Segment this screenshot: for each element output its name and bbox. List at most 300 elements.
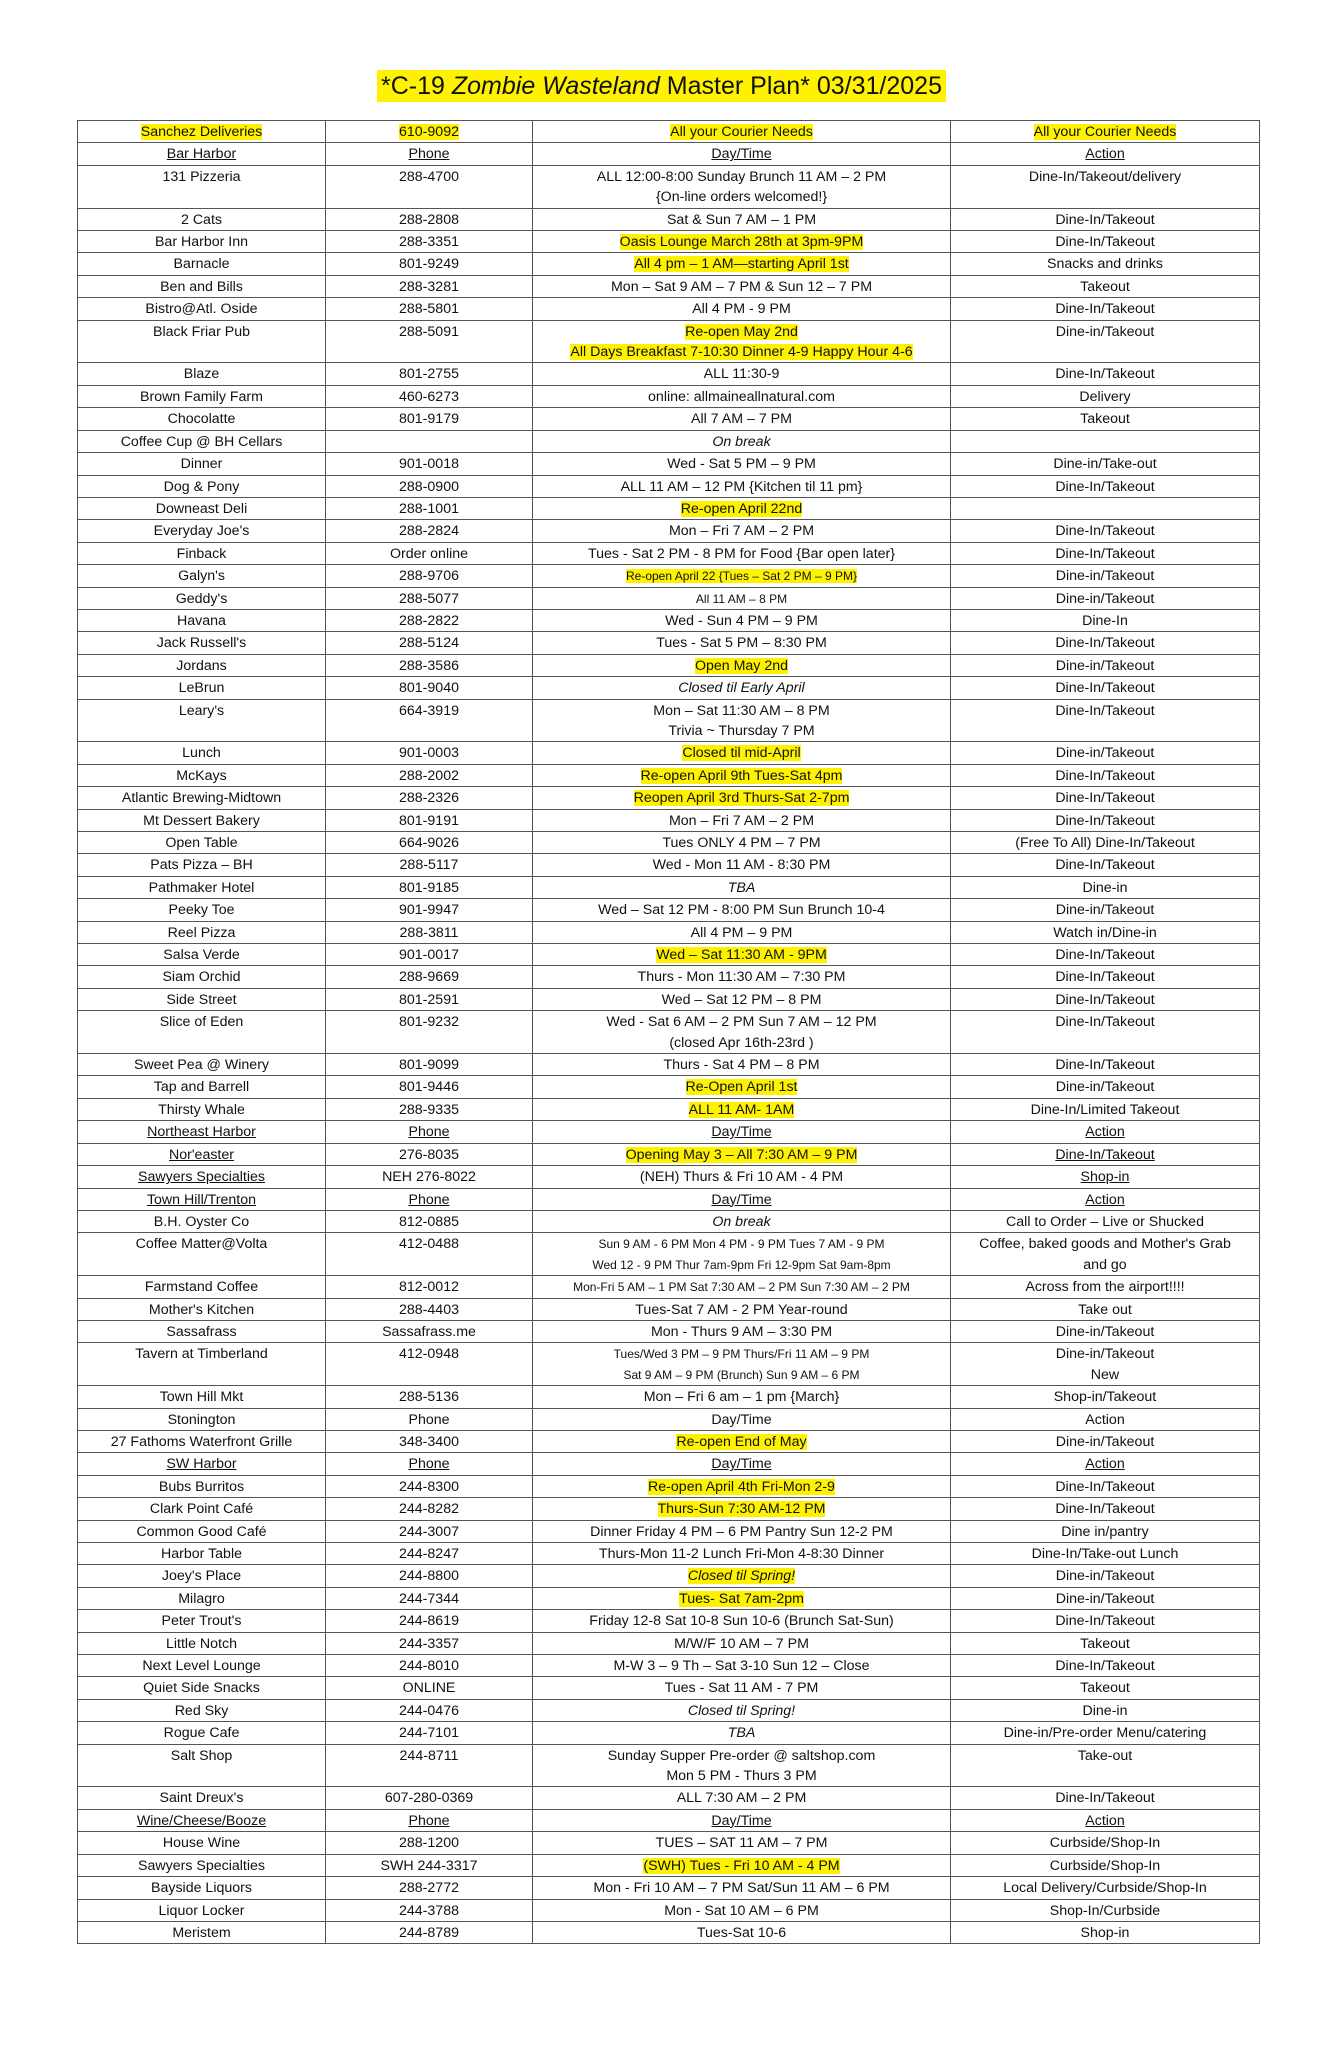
- action-cell-text: Dine-In/Takeout/delivery: [1028, 168, 1182, 185]
- phone-cell-text: 288-9335: [399, 1101, 459, 1118]
- name-cell-text: Siam Orchid: [162, 969, 241, 986]
- table-row: [78, 654, 1260, 676]
- day-time-cell: [533, 1143, 951, 1165]
- name-cell: [78, 988, 326, 1010]
- day-time-cell: [533, 253, 951, 275]
- name-cell: [78, 764, 326, 786]
- name-cell-text: Salt Shop: [170, 1747, 233, 1764]
- name-cell: [78, 1520, 326, 1542]
- name-cell: [78, 1011, 326, 1054]
- day-time-cell-text: Sat & Sun 7 AM – 1 PM: [666, 211, 817, 228]
- action-cell-text: Dine-In/Takeout: [1055, 680, 1155, 697]
- day-time-cell: [533, 764, 951, 786]
- phone-cell: [326, 654, 533, 676]
- action-cell-text: Dine-In/Takeout: [1055, 478, 1155, 495]
- day-time-cell: [533, 632, 951, 654]
- action-cell-text: Action: [1085, 1456, 1125, 1473]
- phone-cell-text: 412-0488: [399, 1236, 459, 1253]
- action-cell-text: Dine-in/Takeout: [1055, 323, 1155, 340]
- day-time-cell: [533, 1233, 951, 1276]
- action-cell-text: Dine-In/Takeout: [1055, 1501, 1155, 1518]
- day-time-cell: [533, 876, 951, 898]
- table-row: [78, 453, 1260, 475]
- action-cell-text: Dine-In/Takeout: [1055, 523, 1155, 540]
- day-time-cell-text: Closed til mid-April: [682, 745, 801, 762]
- action-cell-text: Takeout: [1080, 278, 1130, 295]
- action-cell-text: Dine-In/Takeout: [1055, 812, 1155, 829]
- phone-cell-text: 288-9706: [399, 568, 459, 585]
- name-cell-text: Town Hill/Trenton: [146, 1191, 257, 1208]
- phone-cell: [326, 1520, 533, 1542]
- name-cell: [78, 1210, 326, 1232]
- table-row: [78, 988, 1260, 1010]
- day-time-cell: [533, 1565, 951, 1587]
- action-cell: [951, 1587, 1260, 1609]
- name-cell: [78, 699, 326, 742]
- name-cell: [78, 787, 326, 809]
- action-cell-text: Dine-In/Takeout: [1055, 702, 1155, 719]
- action-cell-text: (Free To All) Dine-In/Takeout: [1015, 835, 1195, 851]
- day-time-cell-text: Tues-Sat 7 AM - 2 PM Year-round: [635, 1301, 848, 1318]
- action-cell: [951, 231, 1260, 253]
- action-cell-text: Action: [1085, 1411, 1125, 1428]
- action-cell-text: Dine-in: [1082, 879, 1128, 896]
- phone-cell: [326, 1430, 533, 1452]
- name-cell-text: Bubs Burritos: [158, 1478, 245, 1495]
- day-time-cell-text: Re-open April 9th Tues-Sat 4pm: [640, 767, 843, 784]
- day-time-cell-text: ALL 12:00-8:00 Sunday Brunch 11 AM – 2 PM {On-line orders welcomed!}: [596, 168, 887, 206]
- action-cell-text: Takeout: [1080, 411, 1130, 428]
- day-time-cell: [533, 1430, 951, 1452]
- name-cell: [78, 363, 326, 385]
- phone-cell-text: SWH 244-3317: [380, 1857, 478, 1874]
- name-cell: [78, 1921, 326, 1943]
- name-cell-text: Milagro: [178, 1590, 225, 1607]
- action-cell-text: Across from the airport!!!!: [1025, 1279, 1185, 1296]
- day-time-cell: [533, 787, 951, 809]
- phone-cell-text: 244-8619: [399, 1613, 459, 1630]
- table-row: [78, 363, 1260, 385]
- day-time-cell-text: Thurs-Mon 11-2 Lunch Fri-Mon 4-8:30 Dinner: [598, 1546, 885, 1562]
- action-cell-text: Dine-in/Takeout: [1055, 1433, 1155, 1450]
- phone-cell: [326, 1143, 533, 1165]
- phone-cell-text: 664-3919: [399, 702, 459, 719]
- phone-cell: [326, 1453, 533, 1475]
- action-cell-text: Curbside/Shop-In: [1049, 1835, 1161, 1852]
- day-time-cell: [533, 385, 951, 407]
- name-cell-text: Clark Point Café: [149, 1501, 254, 1518]
- day-time-cell-text: Tues - Sat 2 PM - 8 PM for Food {Bar open later}: [587, 545, 895, 562]
- name-cell-text: Chocolatte: [167, 411, 236, 428]
- action-cell-text: Takeout: [1080, 1680, 1130, 1697]
- phone-cell: [326, 231, 533, 253]
- day-time-cell: [533, 809, 951, 831]
- action-cell: [951, 1899, 1260, 1921]
- day-time-cell-text: Tues-Sat 10-6: [696, 1924, 787, 1941]
- name-cell-text: Northeast Harbor: [147, 1124, 256, 1141]
- action-cell-text: Delivery: [1079, 388, 1131, 405]
- phone-cell: [326, 787, 533, 809]
- name-cell-text: Tap and Barrell: [153, 1079, 250, 1096]
- action-cell-text: Takeout: [1080, 1635, 1130, 1652]
- name-cell: [78, 899, 326, 921]
- name-cell-text: Peter Trout's: [161, 1613, 242, 1630]
- title-prefix: *C-19: [381, 72, 452, 100]
- action-cell: [951, 809, 1260, 831]
- name-cell: [78, 876, 326, 898]
- action-cell: [951, 899, 1260, 921]
- day-time-cell: [533, 565, 951, 587]
- table-row: [78, 1386, 1260, 1408]
- table-row: [78, 1854, 1260, 1876]
- name-cell-text: Harbor Table: [161, 1546, 242, 1562]
- day-time-cell-text: M-W 3 – 9 Th – Sat 3-10 Sun 12 – Close: [613, 1658, 870, 1675]
- name-cell-text: House Wine: [162, 1835, 241, 1852]
- phone-cell-text: 801-9179: [399, 411, 459, 428]
- phone-cell-text: 288-1001: [399, 500, 459, 517]
- day-time-cell: [533, 699, 951, 742]
- day-time-cell-text: All 4 pm – 1 AM—starting April 1st: [634, 256, 849, 273]
- action-cell-text: Shop-in/Takeout: [1053, 1389, 1157, 1406]
- phone-cell-text: 244-8789: [399, 1924, 459, 1941]
- table-row: [78, 1054, 1260, 1076]
- action-cell-text: Action: [1085, 1812, 1125, 1829]
- name-cell-text: Sawyers Specialties: [138, 1857, 265, 1874]
- action-cell: [951, 1143, 1260, 1165]
- action-cell-text: Dine-In/Takeout: [1055, 301, 1155, 318]
- action-cell-text: Take out: [1078, 1301, 1132, 1318]
- table-row: [78, 1076, 1260, 1098]
- table-row: [78, 1453, 1260, 1475]
- name-cell: [78, 654, 326, 676]
- action-cell-text: Dine-In/Takeout: [1055, 211, 1155, 228]
- table-row: [78, 520, 1260, 542]
- name-cell-text: 2 Cats: [180, 211, 222, 228]
- phone-cell: [326, 632, 533, 654]
- phone-cell-text: 412-0948: [399, 1346, 459, 1363]
- master-plan-table: [77, 120, 1260, 1944]
- phone-cell: [326, 1832, 533, 1854]
- action-cell: [951, 1076, 1260, 1098]
- phone-cell-text: 288-9669: [399, 969, 459, 986]
- action-cell: [951, 453, 1260, 475]
- action-cell-text: Dine in/pantry: [1061, 1523, 1149, 1540]
- name-cell: [78, 1233, 326, 1276]
- day-time-cell-text: All 4 PM – 9 PM: [690, 924, 793, 941]
- day-time-cell-text: Closed til Spring!: [687, 1702, 796, 1719]
- name-cell: [78, 1453, 326, 1475]
- name-cell-text: Quiet Side Snacks: [143, 1680, 260, 1697]
- name-cell: [78, 1188, 326, 1210]
- action-cell-text: Dine-in/Takeout: [1055, 1568, 1155, 1585]
- table-row: [78, 275, 1260, 297]
- phone-cell-text: 288-5801: [399, 301, 459, 318]
- day-time-cell: [533, 1787, 951, 1809]
- phone-cell: [326, 453, 533, 475]
- action-cell-text: Dine-In/Takeout: [1055, 1057, 1155, 1074]
- action-cell: [951, 742, 1260, 764]
- action-cell: [951, 1632, 1260, 1654]
- name-cell: [78, 1408, 326, 1430]
- day-time-cell-text: Closed til Spring!: [687, 1568, 796, 1585]
- day-time-cell-text: TBA: [727, 1725, 756, 1742]
- day-time-cell-text: Day/Time: [711, 146, 772, 163]
- table-row: [78, 1475, 1260, 1497]
- name-cell: [78, 1343, 326, 1386]
- name-cell: [78, 1632, 326, 1654]
- day-time-cell: [533, 143, 951, 165]
- name-cell: [78, 542, 326, 564]
- action-cell: [951, 1233, 1260, 1276]
- day-time-cell-text: Tues - Sat 11 AM - 7 PM: [664, 1680, 819, 1697]
- day-time-cell: [533, 1699, 951, 1721]
- name-cell: [78, 854, 326, 876]
- phone-cell-text: 288-5117: [399, 857, 459, 874]
- phone-cell: [326, 1498, 533, 1520]
- table-row: [78, 298, 1260, 320]
- day-time-cell: [533, 1386, 951, 1408]
- name-cell-text: Sanchez Deliveries: [140, 124, 263, 140]
- action-cell-text: Action: [1085, 146, 1125, 163]
- table-row: [78, 1011, 1260, 1054]
- table-row: [78, 609, 1260, 631]
- phone-cell: [326, 609, 533, 631]
- phone-cell-text: Phone: [408, 1456, 450, 1473]
- phone-cell-text: 244-8711: [399, 1747, 459, 1764]
- name-cell: [78, 832, 326, 854]
- action-cell-text: Dine-In/Takeout: [1055, 635, 1155, 652]
- name-cell-text: Barnacle: [173, 256, 230, 273]
- day-time-cell-text: Thurs - Sat 4 PM – 8 PM: [663, 1057, 820, 1074]
- name-cell: [78, 677, 326, 699]
- phone-cell-text: 901-0018: [399, 456, 459, 473]
- action-cell: [951, 385, 1260, 407]
- table-row: [78, 1787, 1260, 1809]
- name-cell: [78, 1610, 326, 1632]
- table-row: [78, 1610, 1260, 1632]
- action-cell-text: Curbside/Shop-In: [1049, 1857, 1161, 1874]
- table-row: [78, 143, 1260, 165]
- day-time-cell-text: ALL 7:30 AM – 2 PM: [676, 1790, 807, 1807]
- day-time-cell: [533, 1632, 951, 1654]
- action-cell-text: Dine-In: [1082, 612, 1128, 629]
- action-cell-text: Action: [1085, 1191, 1125, 1208]
- table-row: [78, 1877, 1260, 1899]
- action-cell: [951, 542, 1260, 564]
- day-time-cell: [533, 899, 951, 921]
- phone-cell: [326, 1276, 533, 1298]
- day-time-cell-text: online: allmaineallnatural.com: [648, 388, 835, 405]
- name-cell-text: McKays: [176, 767, 227, 784]
- phone-cell-text: 801-9232: [399, 1014, 459, 1031]
- day-time-cell-text: Re-open April 4th Fri-Mon 2-9: [648, 1478, 835, 1495]
- table-row: [78, 1343, 1260, 1386]
- phone-cell: [326, 1543, 533, 1565]
- action-cell: [951, 1877, 1260, 1899]
- name-cell: [78, 1543, 326, 1565]
- action-cell: [951, 966, 1260, 988]
- day-time-cell-text: Mon – Fri 7 AM – 2 PM: [668, 523, 815, 540]
- action-cell: [951, 1408, 1260, 1430]
- action-cell: [951, 121, 1260, 143]
- name-cell: [78, 1098, 326, 1120]
- name-cell-text: LeBrun: [178, 680, 225, 697]
- day-time-cell: [533, 430, 951, 452]
- name-cell: [78, 742, 326, 764]
- day-time-cell: [533, 475, 951, 497]
- action-cell-text: Watch in/Dine-in: [1053, 924, 1157, 941]
- day-time-cell: [533, 208, 951, 230]
- action-cell: [951, 1320, 1260, 1342]
- phone-cell-text: 288-0900: [399, 478, 459, 495]
- phone-cell: [326, 1054, 533, 1076]
- name-cell-text: Lunch: [182, 745, 221, 762]
- phone-cell: [326, 1386, 533, 1408]
- name-cell-text: Saint Dreux's: [159, 1790, 244, 1807]
- phone-cell-text: Phone: [408, 1124, 450, 1141]
- phone-cell-text: NEH 276-8022: [382, 1169, 476, 1186]
- name-cell-text: Havana: [177, 612, 226, 629]
- action-cell-text: Dine-In/Takeout: [1055, 234, 1155, 251]
- phone-cell-text: Phone: [408, 1191, 450, 1208]
- name-cell-text: Thirsty Whale: [158, 1101, 245, 1118]
- day-time-cell-text: Sun 9 AM - 6 PM Mon 4 PM - 9 PM Tues 7 AM - 9 PM Wed 12 - 9 PM Thur 7am-9pm Fri 12-9pm Sat 9am-8pm: [592, 1237, 891, 1272]
- phone-cell: [326, 1722, 533, 1744]
- table-row: [78, 165, 1260, 208]
- name-cell: [78, 1121, 326, 1143]
- day-time-cell: [533, 1899, 951, 1921]
- name-cell-text: Bistro@Atl. Oside: [145, 301, 258, 318]
- day-time-cell-text: Wed - Sat 5 PM – 9 PM: [667, 456, 816, 473]
- phone-cell: [326, 1298, 533, 1320]
- phone-cell: [326, 1699, 533, 1721]
- day-time-cell-text: Tues - Sat 5 PM – 8:30 PM: [656, 635, 827, 652]
- phone-cell-text: 244-8010: [399, 1658, 459, 1675]
- action-cell: [951, 475, 1260, 497]
- action-cell: [951, 854, 1260, 876]
- name-cell-text: Galyn's: [178, 568, 225, 585]
- day-time-cell: [533, 1475, 951, 1497]
- phone-cell: [326, 921, 533, 943]
- phone-cell-text: Order online: [389, 545, 469, 562]
- day-time-cell: [533, 1276, 951, 1298]
- table-row: [78, 1744, 1260, 1787]
- day-time-cell-text: Day/Time: [711, 1812, 772, 1829]
- day-time-cell-text: Wed - Mon 11 AM - 8:30 PM: [652, 857, 831, 874]
- action-cell-text: All your Courier Needs: [1033, 124, 1177, 140]
- table-row: [78, 1699, 1260, 1721]
- day-time-cell-text: ALL 11 AM- 1AM: [688, 1101, 795, 1118]
- action-cell-text: Shop-In/Curbside: [1049, 1902, 1161, 1919]
- name-cell: [78, 1430, 326, 1452]
- action-cell: [951, 632, 1260, 654]
- phone-cell: [326, 966, 533, 988]
- day-time-cell-text: Open May 2nd: [694, 657, 789, 674]
- day-time-cell: [533, 1520, 951, 1542]
- day-time-cell-text: Wed – Sat 11:30 AM - 9PM: [656, 947, 827, 964]
- name-cell-text: Joey's Place: [161, 1568, 242, 1585]
- name-cell-text: Leary's: [178, 702, 225, 719]
- name-cell: [78, 1832, 326, 1854]
- name-cell-text: Sawyers Specialties: [138, 1169, 265, 1186]
- day-time-cell: [533, 1677, 951, 1699]
- phone-cell: [326, 876, 533, 898]
- table-row: [78, 385, 1260, 407]
- day-time-cell: [533, 1744, 951, 1787]
- action-cell-text: Call to Order – Live or Shucked: [1006, 1213, 1204, 1230]
- table-row: [78, 1143, 1260, 1165]
- table-row: [78, 1121, 1260, 1143]
- phone-cell: [326, 1210, 533, 1232]
- day-time-cell: [533, 1453, 951, 1475]
- title-wrap: [0, 70, 1323, 102]
- name-cell: [78, 565, 326, 587]
- table-row: [78, 1899, 1260, 1921]
- table-row: [78, 1233, 1260, 1276]
- name-cell-text: Common Good Café: [136, 1523, 267, 1540]
- table-row: [78, 587, 1260, 609]
- name-cell-text: Farmstand Coffee: [144, 1279, 259, 1296]
- day-time-cell-text: Wed – Sat 12 PM - 8:00 PM Sun Brunch 10-4: [598, 902, 885, 919]
- name-cell: [78, 143, 326, 165]
- action-cell: [951, 1543, 1260, 1565]
- name-cell-text: Blaze: [183, 366, 220, 383]
- day-time-cell-text: (SWH) Tues - Fri 10 AM - 4 PM: [643, 1857, 840, 1874]
- action-cell: [951, 1787, 1260, 1809]
- name-cell-text: Everyday Joe's: [153, 523, 250, 540]
- phone-cell: [326, 1166, 533, 1188]
- action-cell: [951, 832, 1260, 854]
- day-time-cell: [533, 1210, 951, 1232]
- day-time-cell-text: Re-open End of May: [676, 1433, 807, 1450]
- table-row: [78, 565, 1260, 587]
- phone-cell: [326, 208, 533, 230]
- action-cell: [951, 253, 1260, 275]
- name-cell: [78, 1787, 326, 1809]
- name-cell: [78, 430, 326, 452]
- action-cell: [951, 1744, 1260, 1787]
- name-cell: [78, 944, 326, 966]
- phone-cell-text: ONLINE: [402, 1680, 456, 1697]
- name-cell: [78, 1166, 326, 1188]
- name-cell-text: Bar Harbor: [166, 146, 237, 163]
- table-row: [78, 1098, 1260, 1120]
- name-cell-text: Red Sky: [174, 1702, 229, 1719]
- table-row: [78, 1298, 1260, 1320]
- day-time-cell: [533, 320, 951, 363]
- day-time-cell: [533, 1343, 951, 1386]
- day-time-cell: [533, 988, 951, 1010]
- table-row: [78, 876, 1260, 898]
- day-time-cell-text: Wed – Sat 12 PM – 8 PM: [661, 991, 822, 1008]
- phone-cell: [326, 1343, 533, 1386]
- name-cell-text: Little Notch: [166, 1635, 237, 1652]
- phone-cell-text: 288-5077: [399, 590, 459, 607]
- day-time-cell: [533, 1832, 951, 1854]
- action-cell: [951, 1210, 1260, 1232]
- table-row: [78, 1276, 1260, 1298]
- phone-cell: [326, 1610, 533, 1632]
- action-cell: [951, 320, 1260, 363]
- name-cell: [78, 1320, 326, 1342]
- action-cell-text: Local Delivery/Curbside/Shop-In: [1003, 1880, 1207, 1897]
- phone-cell-text: 901-0003: [399, 745, 459, 762]
- phone-cell-text: 812-0885: [399, 1213, 459, 1230]
- name-cell: [78, 408, 326, 430]
- name-cell: [78, 587, 326, 609]
- phone-cell-text: Phone: [408, 146, 450, 163]
- action-cell: [951, 944, 1260, 966]
